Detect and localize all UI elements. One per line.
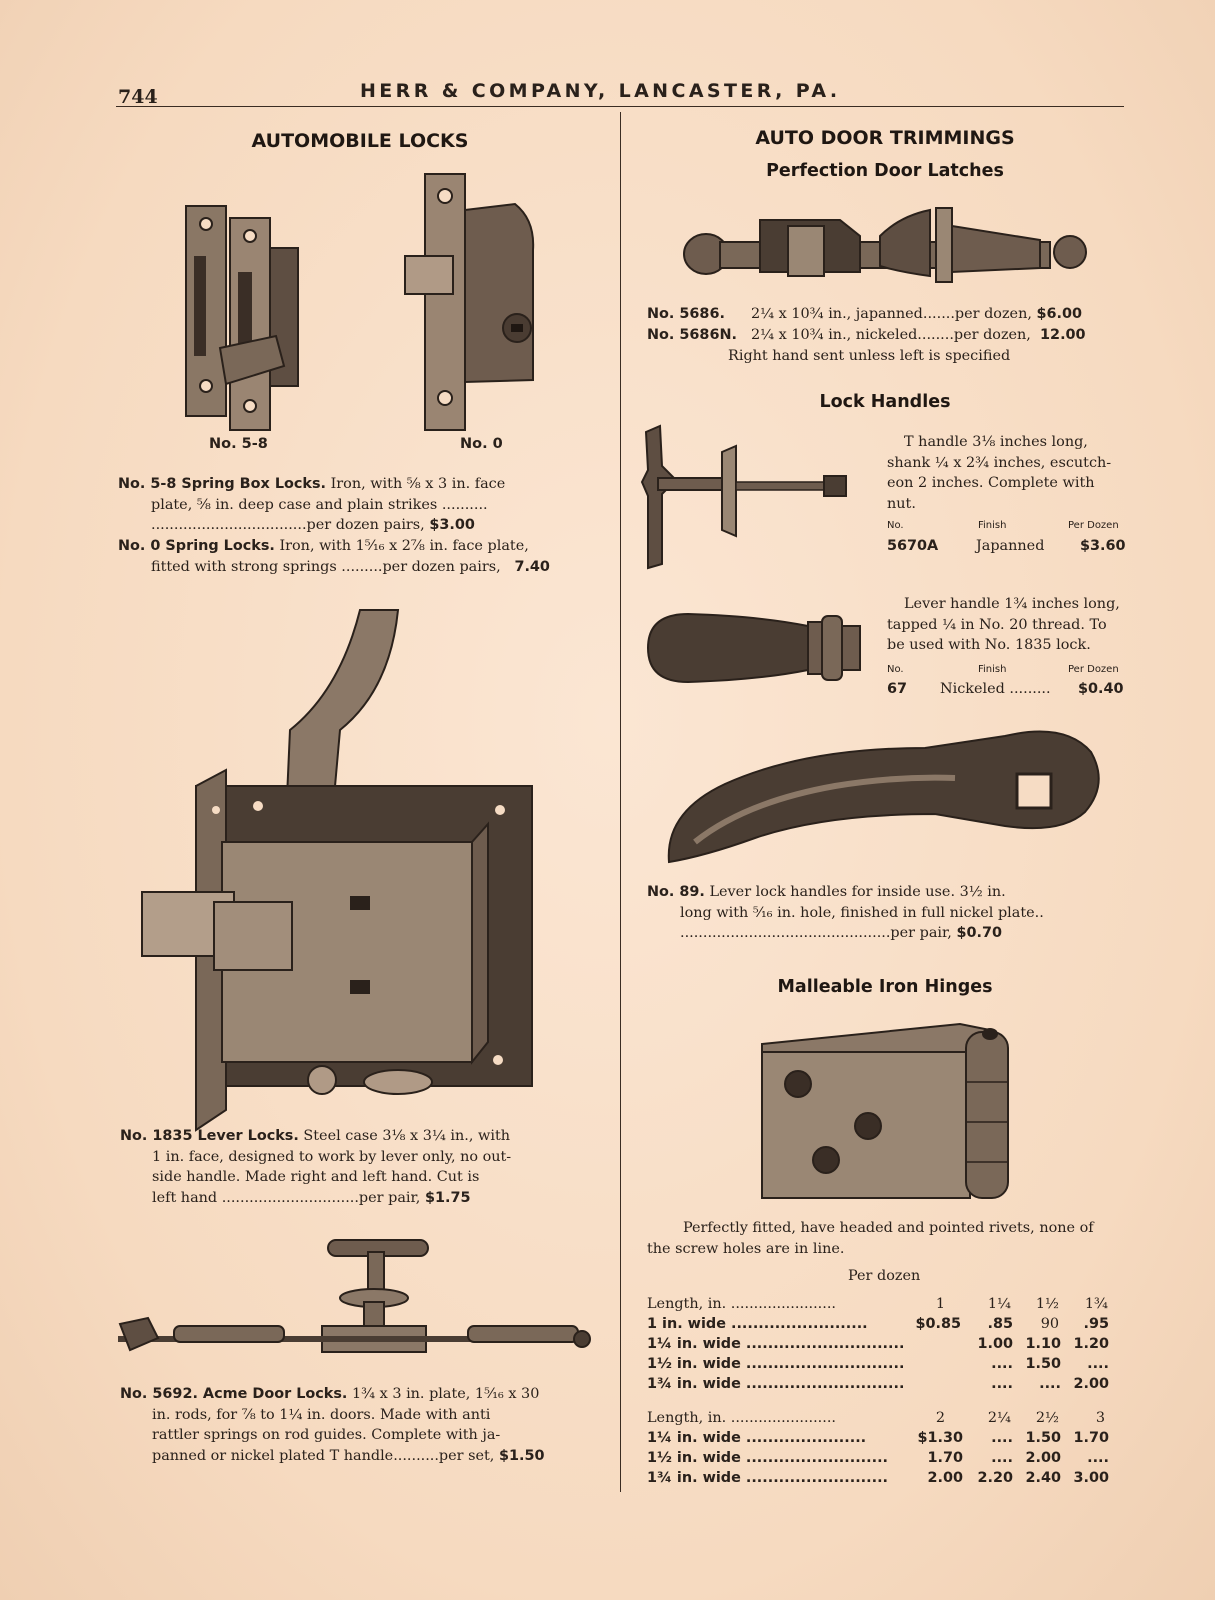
subsection-title-hinges: Malleable Iron Hinges: [777, 977, 993, 997]
table2-row3-label: 1¾ in. wide ..........................: [647, 1470, 889, 1486]
t-handle-col-per-dozen: Per Dozen: [1068, 520, 1119, 531]
spring-box-lock-name: No. 5-8 Spring Box Locks.: [118, 476, 327, 492]
table2-col-2: 2¼: [987, 1410, 1011, 1426]
latch-5686-desc: 2¼ x 10¾ in., japanned.......per dozen,: [751, 306, 1032, 322]
table2-row1-val3: 1.50: [1025, 1430, 1061, 1446]
lever-handle-col-no: No.: [887, 664, 904, 675]
spring-box-lock-line3: ..................................per dozen pairs,: [151, 517, 425, 534]
lever-handle-col-finish: Finish: [978, 664, 1007, 675]
table2-row1-label: 1¼ in. wide ......................: [647, 1430, 867, 1446]
hinges-desc-line1: Perfectly fitted, have headed and pointed rivets, none of: [683, 1220, 1094, 1236]
no89-line2: long with ⁵⁄₁₆ in. hole, finished in full nickel plate..: [680, 904, 1044, 921]
acme-lock-line3: rattler springs on rod guides. Complete with ja-: [152, 1427, 501, 1444]
table2-col-4: 3: [1095, 1410, 1105, 1426]
lever-handle-col-per-dozen: Per Dozen: [1068, 664, 1119, 675]
page-header: HERR & COMPANY, LANCASTER, PA.: [360, 80, 841, 102]
subsection-title-lock-handles: Lock Handles: [819, 392, 951, 412]
lever-lock-illustration: [140, 610, 540, 1130]
acme-lock-line1: 1¾ x 3 in. plate, 1⁵⁄₁₆ x 30: [347, 1386, 540, 1402]
hinge-illustration: [760, 1022, 1020, 1202]
acme-lock-name: No. 5692. Acme Door Locks.: [120, 1386, 348, 1402]
table2-col-3: 2½: [1035, 1410, 1059, 1426]
spring-box-lock-line1: Iron, with ⅝ x 3 in. face: [326, 476, 506, 492]
subsection-title-door-latches: Perfection Door Latches: [766, 161, 1004, 181]
table2-row1-val2: ....: [991, 1430, 1013, 1446]
t-handle-col-no: No.: [887, 520, 904, 531]
table1-row1-label: 1 in. wide .........................: [647, 1316, 868, 1332]
hinge-price-table-2: [647, 1410, 1127, 1500]
spring-box-lock-price: $3.00: [429, 517, 475, 534]
latch-5686n-price: 12.00: [1040, 327, 1086, 343]
table1-col-3: 1½: [1035, 1296, 1059, 1312]
lever-handle-no: 67: [887, 681, 908, 697]
table1-row2-val4: 1.20: [1073, 1336, 1109, 1352]
spring-lock-price: 7.40: [514, 558, 550, 575]
table1-row4-label: 1¾ in. wide .............................: [647, 1376, 905, 1392]
t-handle-price: $3.60: [1080, 538, 1126, 554]
spring-box-lock-desc: [118, 474, 505, 536]
hinge-price-table-1: [647, 1296, 1127, 1406]
no89-name: No. 89.: [647, 884, 705, 900]
table-row: [647, 1450, 1127, 1470]
spring-lock-line1: Iron, with 1⁵⁄₁₆ x 2⅞ in. face plate,: [274, 538, 529, 554]
section-title-auto-door-trimmings: AUTO DOOR TRIMMINGS: [755, 127, 1015, 149]
table1-row3-val4: ....: [1087, 1356, 1109, 1372]
lever-handle-line3: be used with No. 1835 lock.: [887, 637, 1091, 654]
t-handle-line4: nut.: [887, 495, 916, 512]
section-title-automobile-locks: AUTOMOBILE LOCKS: [251, 130, 469, 152]
table2-row2-label: 1½ in. wide ..........................: [647, 1450, 889, 1466]
lever-handle-illustration: [648, 610, 868, 686]
table-row: [647, 1470, 1127, 1490]
table-row: [647, 1430, 1127, 1450]
t-handle-line3: eon 2 inches. Complete with: [887, 475, 1095, 492]
latch-5686: [647, 304, 1082, 325]
hinges-per-dozen: Per dozen: [848, 1268, 921, 1284]
acme-lock-price: $1.50: [498, 1447, 545, 1464]
table1-row2-val3: 1.10: [1025, 1336, 1061, 1352]
door-latch-illustration: [680, 206, 1090, 288]
spring-lock-desc: [118, 536, 550, 577]
table2-row3-val3: 2.40: [1025, 1470, 1061, 1486]
table2-row2-val3: 2.00: [1025, 1450, 1061, 1466]
spring-box-lock-line2: plate, ⅝ in. deep case and plain strikes ..........: [151, 496, 488, 513]
no89-line3: ..............................................per pair,: [680, 925, 952, 942]
t-handle-finish: Japanned: [976, 538, 1045, 554]
table2-row2-val4: ....: [1087, 1450, 1109, 1466]
caption-lock-0: No. 0: [460, 436, 503, 452]
lever-handle-line2: tapped ¼ in No. 20 thread. To: [887, 616, 1107, 633]
table1-col-2: 1¼: [987, 1296, 1011, 1312]
table1-row1-val4: .95: [1083, 1316, 1109, 1332]
lever-lock-handle-illustration: [665, 722, 1105, 872]
table1-header-row: [647, 1296, 1127, 1316]
table1-col-4: 1¾: [1084, 1296, 1108, 1312]
page-number: 744: [118, 86, 158, 108]
table1-length-label: Length, in. .......................: [647, 1296, 836, 1312]
acme-lock-desc: [120, 1384, 544, 1466]
table2-col-1: 2: [935, 1410, 945, 1426]
spring-lock-illustration: [405, 170, 545, 435]
hinges-desc-line2: the screw holes are in line.: [647, 1240, 845, 1257]
acme-lock-line4: panned or nickel plated T handle..........per set,: [152, 1447, 495, 1464]
table1-row4-val3: ....: [1039, 1376, 1061, 1392]
table1-row4-val2: ....: [991, 1376, 1013, 1392]
latch-5686n: [647, 325, 1086, 346]
table1-row3-val3: 1.50: [1025, 1356, 1061, 1372]
column-divider: [620, 112, 621, 1492]
table1-row3-label: 1½ in. wide .............................: [647, 1356, 905, 1372]
table2-row3-val4: 3.00: [1073, 1470, 1109, 1486]
latch-5686n-desc: 2¼ x 10¾ in., nickeled........per dozen,: [751, 327, 1031, 343]
lever-handle-line1: Lever handle 1¾ inches long,: [904, 596, 1120, 612]
table2-row1-val4: 1.70: [1073, 1430, 1109, 1446]
table1-row1-val3: 90: [1040, 1316, 1059, 1332]
lever-handle-finish: Nickeled .........: [940, 681, 1051, 697]
table-row: [647, 1316, 1127, 1336]
table2-row3-val2: 2.20: [977, 1470, 1013, 1486]
table1-row3-val2: ....: [991, 1356, 1013, 1372]
t-handle-line2: shank ¼ x 2¾ inches, escutch-: [887, 454, 1112, 471]
acme-lock-line2: in. rods, for ⅞ to 1¼ in. doors. Made with anti: [152, 1406, 491, 1423]
latch-5686-no: No. 5686.: [647, 306, 725, 322]
latch-note: Right hand sent unless left is specified: [728, 348, 1011, 364]
table1-col-1: 1: [935, 1296, 945, 1312]
table2-row1-val1: $1.30: [917, 1430, 963, 1446]
lever-lock-price: $1.75: [424, 1189, 471, 1206]
lever-lock-desc: [120, 1126, 511, 1208]
table-row: [647, 1336, 1127, 1356]
table2-row3-val1: 2.00: [927, 1470, 963, 1486]
acme-door-lock-illustration: [118, 1238, 598, 1388]
t-handle-desc: [887, 432, 1111, 514]
table1-row2-val2: 1.00: [977, 1336, 1013, 1352]
t-handle-no: 5670A: [887, 538, 939, 554]
spring-lock-line2: fitted with strong springs .........per dozen pairs,: [151, 558, 501, 575]
table1-row1-val1: $0.85: [915, 1316, 961, 1332]
latch-5686n-no: No. 5686N.: [647, 327, 737, 343]
table1-row2-label: 1¼ in. wide .............................: [647, 1336, 905, 1352]
table1-row4-val4: 2.00: [1073, 1376, 1109, 1392]
no89-desc: [647, 882, 1044, 944]
lever-handle-price: $0.40: [1078, 681, 1124, 697]
latch-5686-price: $6.00: [1036, 306, 1083, 322]
spring-box-lock-illustration: [180, 200, 310, 440]
hinges-desc: [647, 1218, 1094, 1259]
lever-lock-line1: Steel case 3⅛ x 3¼ in., with: [298, 1128, 510, 1144]
no89-price: $0.70: [956, 925, 1002, 942]
t-handle-line1: T handle 3⅛ inches long,: [904, 434, 1088, 450]
t-handle-illustration: [642, 426, 857, 576]
lever-handle-desc: [887, 594, 1120, 656]
table-row: [647, 1376, 1127, 1396]
table-row: [647, 1356, 1127, 1376]
lever-lock-line2: 1 in. face, designed to work by lever only, no out-: [152, 1148, 512, 1165]
lever-lock-line3: side handle. Made right and left hand. Cut is: [152, 1169, 480, 1186]
spring-lock-name: No. 0 Spring Locks.: [118, 538, 275, 554]
table2-row2-val2: ....: [991, 1450, 1013, 1466]
lever-lock-name: No. 1835 Lever Locks.: [120, 1128, 299, 1144]
t-handle-col-finish: Finish: [978, 520, 1007, 531]
table2-length-label: Length, in. .......................: [647, 1410, 836, 1426]
table1-row1-val2: .85: [987, 1316, 1013, 1332]
table2-row2-val1: 1.70: [927, 1450, 963, 1466]
lever-lock-line4: left hand ..............................per pair,: [152, 1189, 421, 1206]
no89-line1: Lever lock handles for inside use. 3½ in.: [704, 884, 1006, 900]
table2-header-row: [647, 1410, 1127, 1430]
caption-lock-5-8: No. 5-8: [209, 436, 268, 452]
header-rule: [116, 106, 1124, 107]
